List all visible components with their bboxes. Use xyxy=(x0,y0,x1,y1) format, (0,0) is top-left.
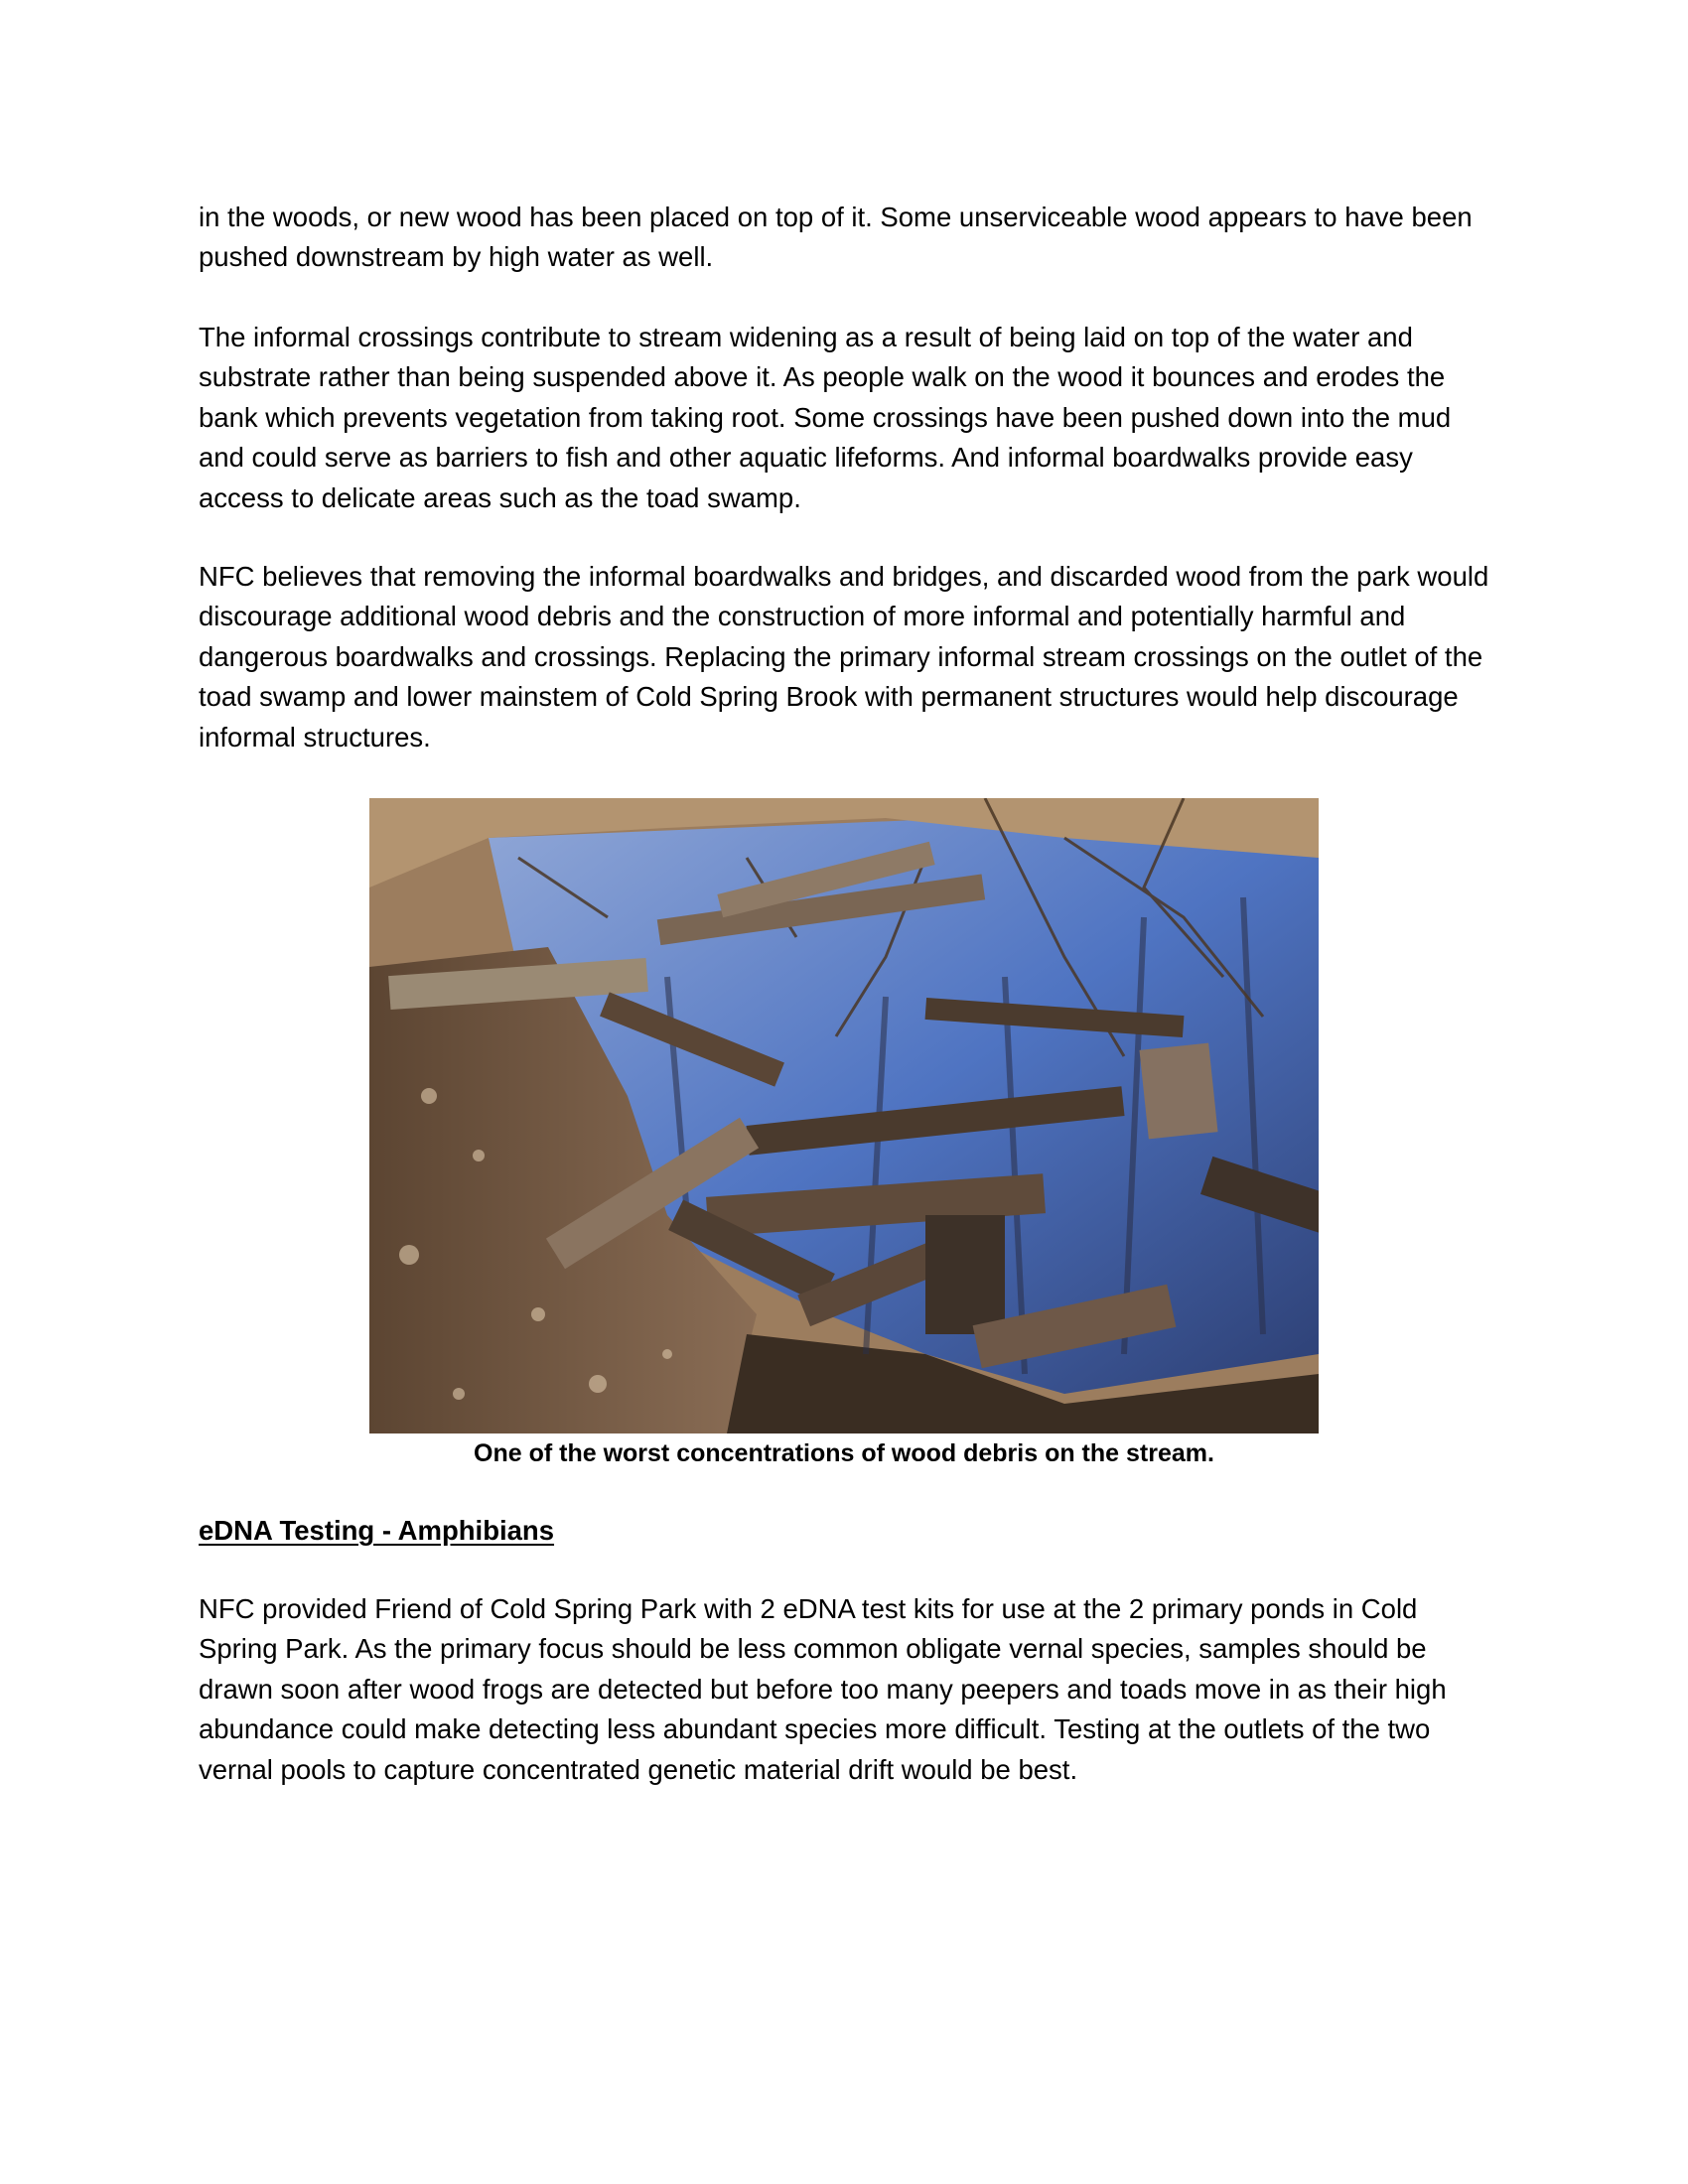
section-heading: eDNA Testing - Amphibians xyxy=(199,1515,555,1546)
body-paragraph: NFC believes that removing the informal boardwalks and bridges, and discarded wood from the park would discourage additional wood debris and the construction of more informal and potentially harmful and dangerous boardwalks and crossings. Replacing the primary informal stream crossings on the outlet of the toad swamp and lower mainstem of Cold Spring Brook with permanent structures would help discourage informal structures. xyxy=(199,561,1489,752)
body-paragraph: The informal crossings contribute to stream widening as a result of being laid on top of the water and substrate rather than being suspended above it. As people walk on the wood it bounces and erodes the bank which prevents vegetation from taking root. Some crossings have been pushed down into the mud and could serve as barriers to fish and other aquatic lifeforms. And informal boardwalks provide easy access to delicate areas such as the toad swamp. xyxy=(199,322,1452,513)
wood-debris-photo xyxy=(369,798,1319,1433)
figure-caption: One of the worst concentrations of wood debris on the stream. xyxy=(474,1439,1214,1467)
body-paragraph: in the woods, or new wood has been placed on top of it. Some unserviceable wood appears to have been pushed downstream by high water as well. xyxy=(199,202,1473,273)
body-paragraph: NFC provided Friend of Cold Spring Park with 2 eDNA test kits for use at the 2 primary ponds in Cold Spring Park. As the primary focus should be less common obligate vernal species, samples should be drawn soon after wood frogs are detected but before too many peepers and toads move in as their high abundance could make detecting less abundant species more difficult. Testing at the outlets of the two vernal pools to capture concentrated genetic material drift would be best. xyxy=(199,1593,1447,1785)
